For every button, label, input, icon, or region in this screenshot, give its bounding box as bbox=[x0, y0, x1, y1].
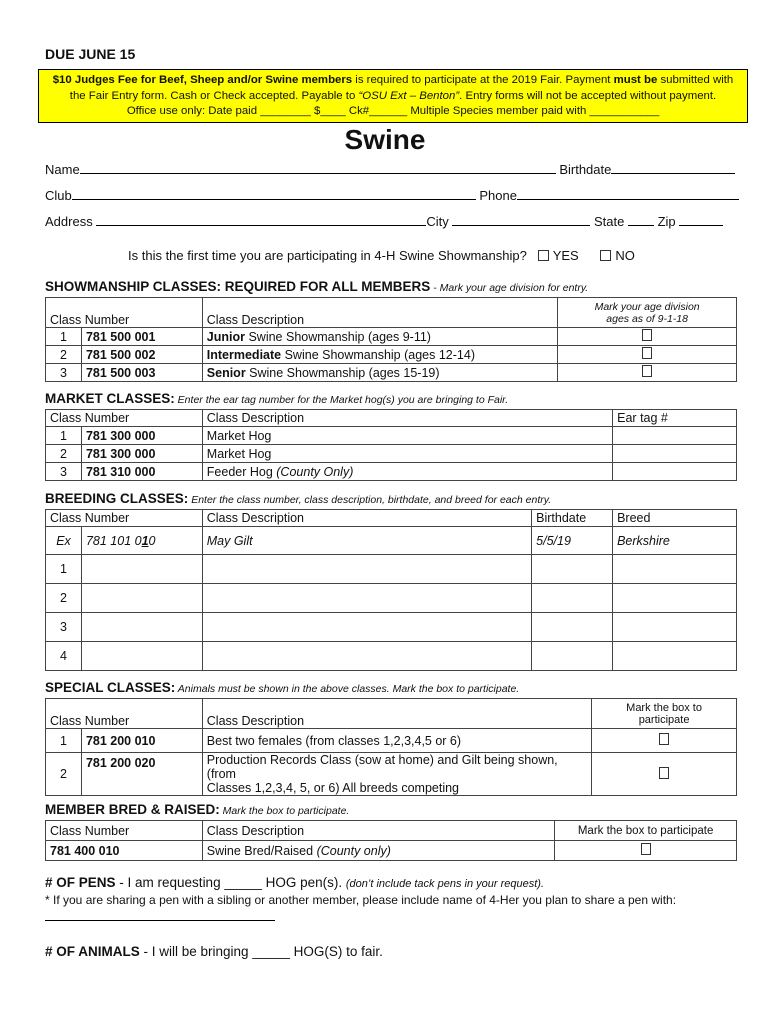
special-2-checkbox[interactable] bbox=[659, 767, 669, 779]
address-field[interactable] bbox=[96, 213, 426, 226]
class-code: 781 200 010 bbox=[81, 729, 202, 753]
breeding-heading bbox=[45, 491, 551, 506]
row-number: 2 bbox=[46, 445, 82, 463]
col-class-description: Class Description bbox=[202, 821, 554, 841]
col-mark-age bbox=[558, 298, 737, 328]
table-row bbox=[46, 445, 737, 463]
col-mark-1: Mark the box to bbox=[626, 701, 702, 714]
division-name: Junior bbox=[206, 329, 245, 344]
address-label: Address bbox=[45, 214, 93, 229]
due-date: DUE JUNE 15 bbox=[45, 46, 136, 62]
senior-checkbox-cell bbox=[558, 364, 737, 382]
birthdate-field[interactable] bbox=[532, 642, 613, 671]
market-subtitle: Enter the ear tag number for the Market hog(s) you are bringing to Fair. bbox=[174, 394, 509, 406]
special-table bbox=[45, 698, 737, 796]
bred-raised-checkbox[interactable] bbox=[641, 843, 651, 855]
fee-notice-line2: the Fair Entry form. Cash or Check accepted. Payable to bbox=[69, 89, 359, 102]
row-number: 2 bbox=[46, 753, 82, 796]
table-row bbox=[46, 328, 737, 346]
class-desc-note: (County only) bbox=[313, 843, 391, 858]
payable-to: “OSU Ext – Benton” bbox=[358, 89, 460, 102]
class-code: 781 400 010 bbox=[46, 841, 203, 861]
special-title: SPECIAL CLASSES: bbox=[45, 680, 176, 695]
class-desc-text: Swine Bred/Raised bbox=[206, 843, 314, 858]
col-class-number: Class Number bbox=[46, 410, 203, 427]
breed-field[interactable] bbox=[613, 642, 737, 671]
breeding-subtitle: Enter the class number, class description, birthdate, and breed for each entry. bbox=[188, 494, 552, 506]
yes-label: YES bbox=[552, 248, 579, 263]
special-2-checkbox-cell bbox=[592, 753, 737, 796]
fee-notice-end: submitted with bbox=[657, 74, 734, 86]
class-description-field[interactable] bbox=[202, 613, 531, 642]
class-code: 781 500 002 bbox=[81, 346, 202, 364]
division-name: Senior bbox=[206, 365, 246, 380]
division-rest: Swine Showmanship (ages 12-14) bbox=[281, 347, 475, 362]
table-row bbox=[46, 346, 737, 364]
col-class-number: Class Number bbox=[46, 699, 203, 729]
name-field[interactable] bbox=[80, 161, 556, 174]
fee-notice-line2-end: . Entry forms will not be accepted without payment. bbox=[459, 89, 717, 102]
fee-notice-text: is required to participate at the 2019 Fair. Payment bbox=[352, 74, 614, 86]
col-class-description: Class Description bbox=[202, 410, 612, 427]
class-code: 781 200 020 bbox=[81, 753, 202, 796]
showmanship-title: SHOWMANSHIP CLASSES: REQUIRED FOR ALL MEMBERS bbox=[45, 279, 431, 294]
market-title: MARKET CLASSES: bbox=[45, 391, 175, 406]
table-row bbox=[46, 642, 737, 671]
special-1-checkbox-cell bbox=[592, 729, 737, 753]
col-class-number: Class Number bbox=[46, 821, 203, 841]
bred-raised-table bbox=[45, 820, 737, 861]
no-label: NO bbox=[615, 248, 635, 263]
page-title: Swine bbox=[344, 124, 426, 155]
club-row bbox=[45, 187, 739, 203]
row-number: 1 bbox=[46, 729, 82, 753]
example-breed: Berkshire bbox=[613, 527, 737, 555]
col-class-number: Class Number bbox=[46, 298, 203, 328]
bred-raised-checkbox-cell bbox=[555, 841, 737, 861]
birthdate-field[interactable] bbox=[532, 555, 613, 584]
table-row bbox=[46, 364, 737, 382]
col-class-description: Class Description bbox=[202, 699, 591, 729]
class-description: Best two females (from classes 1,2,3,4,5 or 6) bbox=[202, 729, 591, 753]
division-rest: Swine Showmanship (ages 15-19) bbox=[245, 365, 440, 380]
first-time-question-row bbox=[128, 248, 635, 263]
table-header-row bbox=[46, 410, 737, 427]
example-code bbox=[81, 527, 202, 555]
example-description: May Gilt bbox=[202, 527, 531, 555]
table-row bbox=[46, 753, 737, 796]
intermediate-checkbox[interactable] bbox=[642, 347, 652, 359]
table-header-row bbox=[46, 298, 737, 328]
pens-text: - I am requesting _____ HOG pen(s). bbox=[115, 875, 346, 890]
row-number: 2 bbox=[46, 584, 82, 613]
office-use-line: Office use only: Date paid ________ $____ Ck#______ Multiple Species member paid with ___________ bbox=[126, 105, 660, 117]
class-number-field[interactable] bbox=[81, 584, 202, 613]
class-code: 781 310 000 bbox=[81, 463, 202, 481]
share-pen-field[interactable] bbox=[45, 920, 275, 921]
division-rest: Swine Showmanship (ages 9-11) bbox=[244, 329, 431, 344]
class-code: 781 500 001 bbox=[81, 328, 202, 346]
ear-tag-field-3[interactable] bbox=[613, 463, 737, 481]
col-class-description: Class Description bbox=[202, 298, 557, 328]
class-description-field[interactable] bbox=[202, 555, 531, 584]
yes-checkbox[interactable] bbox=[538, 250, 549, 261]
showmanship-heading bbox=[45, 279, 588, 294]
table-row bbox=[46, 841, 737, 861]
pens-label: # OF PENS bbox=[45, 875, 116, 890]
class-description bbox=[202, 753, 591, 796]
first-time-question: Is this the first time you are participating in 4-H Swine Showmanship? bbox=[128, 248, 527, 263]
table-row bbox=[46, 555, 737, 584]
birthdate-field[interactable] bbox=[532, 584, 613, 613]
class-description bbox=[202, 328, 557, 346]
breeding-table bbox=[45, 509, 737, 671]
animals-text: - I will be bringing _____ HOG(S) to fair. bbox=[139, 944, 383, 959]
row-number: 3 bbox=[46, 463, 82, 481]
example-code-c: 0 bbox=[148, 533, 156, 548]
example-label: Ex bbox=[46, 527, 82, 555]
row-number: 3 bbox=[46, 364, 82, 382]
class-desc-line-1: Production Records Class (sow at home) and Gilt being shown, (from bbox=[206, 753, 558, 781]
state-label: State bbox=[593, 214, 625, 229]
special-subtitle: Animals must be shown in the above classes. Mark the box to participate. bbox=[175, 683, 520, 695]
address-row bbox=[45, 213, 723, 229]
city-field[interactable] bbox=[452, 213, 590, 226]
class-description bbox=[202, 841, 554, 861]
col-mark: Mark the box to participate bbox=[555, 821, 737, 841]
class-desc-line-2: Classes 1,2,3,4, 5, or 6) All breeds competing bbox=[206, 781, 459, 795]
fee-notice bbox=[38, 69, 748, 123]
col-mark-age-1: Mark your age division bbox=[594, 300, 700, 313]
class-description bbox=[202, 463, 612, 481]
class-description-field[interactable] bbox=[202, 642, 531, 671]
row-number: 2 bbox=[46, 346, 82, 364]
state-field[interactable] bbox=[628, 213, 654, 226]
must-be-text: must be bbox=[613, 74, 658, 86]
zip-label: Zip bbox=[657, 214, 676, 229]
junior-checkbox-cell bbox=[558, 328, 737, 346]
example-birthdate: 5/5/19 bbox=[532, 527, 613, 555]
city-label: City bbox=[426, 214, 449, 229]
class-desc-note: (County Only) bbox=[272, 464, 354, 479]
class-number-field[interactable] bbox=[81, 613, 202, 642]
table-row bbox=[46, 584, 737, 613]
bred-raised-title: MEMBER BRED & RAISED: bbox=[45, 802, 220, 817]
no-checkbox[interactable] bbox=[600, 250, 611, 261]
class-description-field[interactable] bbox=[202, 584, 531, 613]
fee-notice-bold: $10 Judges Fee for Beef, Sheep and/or Swine members bbox=[52, 74, 353, 86]
col-class-description: Class Description bbox=[202, 510, 531, 527]
col-class-number: Class Number bbox=[46, 510, 203, 527]
market-table bbox=[45, 409, 737, 481]
table-header-row bbox=[46, 699, 737, 729]
animals-line bbox=[45, 944, 383, 959]
birthdate-field[interactable] bbox=[611, 161, 735, 174]
row-number: 1 bbox=[46, 555, 82, 584]
example-code-a: 781 101 0 bbox=[85, 533, 142, 548]
division-name: Intermediate bbox=[206, 347, 282, 362]
col-mark bbox=[592, 699, 737, 729]
club-label: Club bbox=[45, 188, 72, 203]
class-code: 781 300 000 bbox=[81, 445, 202, 463]
example-row bbox=[46, 527, 737, 555]
row-number: 4 bbox=[46, 642, 82, 671]
row-number: 1 bbox=[46, 328, 82, 346]
showmanship-table bbox=[45, 297, 737, 382]
col-ear-tag: Ear tag # bbox=[613, 410, 737, 427]
class-description bbox=[202, 346, 557, 364]
birthdate-label: Birthdate bbox=[559, 162, 612, 177]
ear-tag-field-2[interactable] bbox=[613, 445, 737, 463]
ear-tag-field-1[interactable] bbox=[613, 427, 737, 445]
col-birthdate: Birthdate bbox=[532, 510, 613, 527]
breed-field[interactable] bbox=[613, 555, 737, 584]
market-heading bbox=[45, 391, 508, 406]
class-code: 781 500 003 bbox=[81, 364, 202, 382]
pens-note: (don’t include tack pens in your request). bbox=[345, 878, 544, 890]
phone-field[interactable] bbox=[517, 187, 739, 200]
table-header-row bbox=[46, 510, 737, 527]
class-desc-text: Market Hog bbox=[206, 428, 272, 443]
animals-label: # OF ANIMALS bbox=[45, 944, 140, 959]
col-breed: Breed bbox=[613, 510, 737, 527]
showmanship-subtitle: - Mark your age division for entry. bbox=[430, 282, 589, 294]
share-pen-note: * If you are sharing a pen with a sibling or another member, please include name of 4-Her you plan to share a pen with: bbox=[45, 893, 677, 907]
special-heading bbox=[45, 680, 519, 695]
col-mark-age-2: ages as of 9-1-18 bbox=[606, 312, 688, 325]
breeding-title: BREEDING CLASSES: bbox=[45, 491, 189, 506]
class-code: 781 300 000 bbox=[81, 427, 202, 445]
class-desc-text: Market Hog bbox=[206, 446, 272, 461]
club-field[interactable] bbox=[72, 187, 476, 200]
table-row bbox=[46, 613, 737, 642]
class-description bbox=[202, 445, 612, 463]
table-row bbox=[46, 463, 737, 481]
class-description bbox=[202, 364, 557, 382]
zip-field[interactable] bbox=[679, 213, 723, 226]
class-description bbox=[202, 427, 612, 445]
col-mark-2: participate bbox=[638, 713, 690, 726]
example-code-b: 1 bbox=[141, 533, 149, 548]
senior-checkbox[interactable] bbox=[642, 365, 652, 377]
breed-field[interactable] bbox=[613, 613, 737, 642]
table-header-row bbox=[46, 821, 737, 841]
class-desc-text: Feeder Hog bbox=[206, 464, 273, 479]
row-number: 3 bbox=[46, 613, 82, 642]
phone-label: Phone bbox=[479, 188, 517, 203]
breed-field[interactable] bbox=[613, 584, 737, 613]
junior-checkbox[interactable] bbox=[642, 329, 652, 341]
pens-line bbox=[45, 875, 544, 890]
name-label: Name bbox=[45, 162, 80, 177]
bred-raised-heading bbox=[45, 802, 349, 817]
row-number: 1 bbox=[46, 427, 82, 445]
table-row bbox=[46, 729, 737, 753]
name-row bbox=[45, 161, 735, 177]
class-number-field[interactable] bbox=[81, 555, 202, 584]
class-number-field[interactable] bbox=[81, 642, 202, 671]
bred-raised-subtitle: Mark the box to participate. bbox=[219, 805, 350, 817]
intermediate-checkbox-cell bbox=[558, 346, 737, 364]
table-row bbox=[46, 427, 737, 445]
birthdate-field[interactable] bbox=[532, 613, 613, 642]
special-1-checkbox[interactable] bbox=[659, 733, 669, 745]
